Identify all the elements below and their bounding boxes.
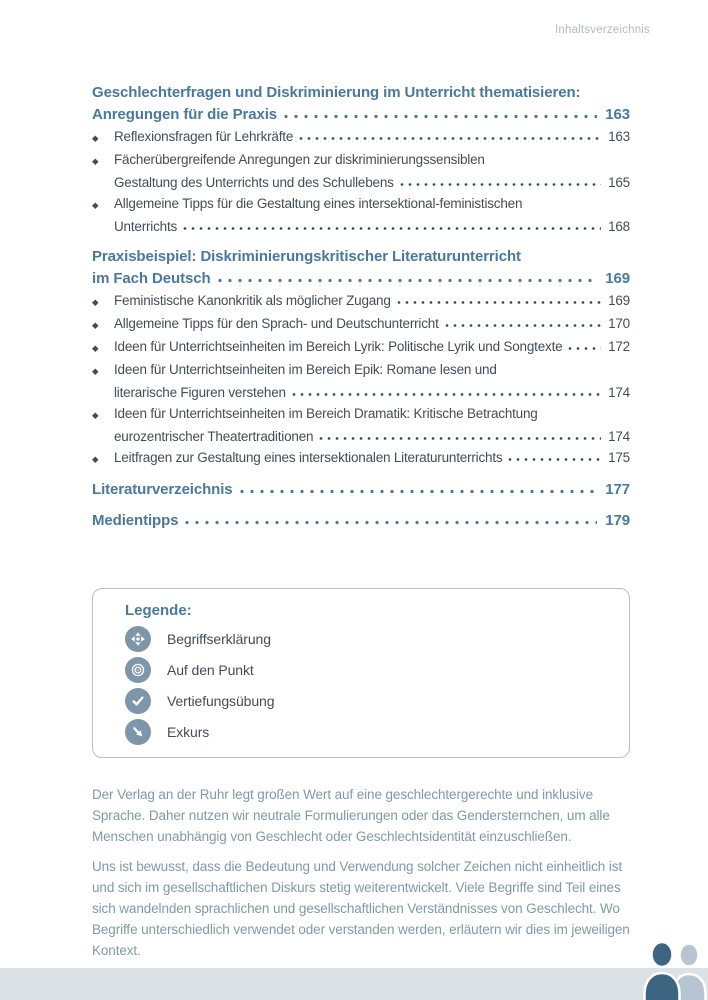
page-number: 179 (605, 512, 630, 529)
toc-entry-text: Allgemeine Tipps für die Gestaltung eines intersektional-feministischen (114, 196, 523, 211)
legend-title: Legende: (125, 602, 192, 619)
footer-band (0, 968, 708, 1000)
page-number: 169 (605, 270, 630, 287)
toc-entry (92, 193, 630, 216)
toc-entry (92, 149, 630, 172)
toc-heading (92, 479, 630, 501)
bullet-diamond-icon: ◆ (92, 200, 99, 210)
bullet-diamond-icon: ◆ (92, 133, 99, 143)
toc-entry-text: eurozentrischer Theatertraditionen (114, 429, 314, 444)
toc-entry (92, 126, 630, 149)
page-number: 177 (605, 481, 630, 498)
legend-box (92, 588, 630, 758)
toc-entry (92, 336, 630, 359)
bullet-diamond-icon: ◆ (92, 156, 99, 166)
dot-leader (506, 457, 601, 462)
dot-leader (215, 278, 597, 283)
toc-heading-text: Literaturverzeichnis (92, 481, 233, 498)
toc-heading (92, 82, 630, 104)
toc-heading (92, 510, 630, 532)
legend-item-label: Begriffserklärung (167, 631, 271, 647)
running-header: Inhaltsverzeichnis (554, 24, 650, 36)
toc-entry-text: Allgemeine Tipps für den Sprach- und Deutschunterricht (114, 316, 439, 331)
legend-item (125, 657, 609, 683)
page-number: 174 (608, 429, 630, 444)
toc-entry (92, 313, 630, 336)
dot-leader (281, 114, 597, 119)
toc-heading-text: Anregungen für die Praxis (92, 106, 278, 123)
legend-item-label: Exkurs (167, 724, 210, 740)
legend-item (125, 719, 609, 745)
page-number: 175 (608, 450, 630, 465)
dot-leader (182, 520, 597, 525)
two-people-silhouette-icon (636, 942, 708, 1000)
toc-entry (92, 290, 630, 313)
toc-heading-text: Geschlechterfragen und Diskriminierung im Unterricht thematisieren: (92, 84, 581, 101)
diagonal-arrow-icon (125, 719, 151, 745)
toc-entry (92, 403, 630, 426)
toc-entry-text: Unterrichts (114, 219, 178, 234)
page-number: 163 (608, 129, 630, 144)
toc-entry-text: Reflexionsfragen für Lehrkräfte (114, 129, 294, 144)
toc-heading-text: Praxisbeispiel: Diskriminierungskritischer Literaturunterricht (92, 248, 521, 265)
toc-entry-continuation (92, 426, 630, 447)
bullet-diamond-icon: ◆ (92, 297, 99, 307)
dot-leader (395, 300, 601, 305)
target-icon (125, 657, 151, 683)
dot-leader (317, 436, 601, 441)
content-area (92, 0, 630, 961)
dot-leader (443, 323, 601, 328)
cluster-arrows-icon (125, 626, 151, 652)
bullet-diamond-icon: ◆ (92, 410, 99, 420)
legend-item-label: Vertiefungsübung (167, 693, 275, 709)
table-of-contents (92, 0, 630, 532)
page-number: 169 (608, 293, 630, 308)
toc-entry-text: Feministische Kanonkritik als möglicher Zugang (114, 293, 391, 308)
page-number: 168 (608, 219, 630, 234)
toc-entry-text: literarische Figuren verstehen (114, 385, 286, 400)
page-number: 174 (608, 385, 630, 400)
dot-leader (297, 136, 601, 141)
dot-leader (398, 182, 601, 187)
bullet-diamond-icon: ◆ (92, 320, 99, 330)
toc-entry-text: Fächerübergreifende Anregungen zur diskriminierungssensiblen (114, 152, 485, 167)
legend-item-label: Auf den Punkt (167, 662, 254, 678)
toc-entry-continuation (92, 172, 630, 193)
bullet-diamond-icon: ◆ (92, 366, 99, 376)
bullet-diamond-icon: ◆ (92, 343, 99, 353)
toc-heading-text: Medientipps (92, 512, 179, 529)
toc-entry-continuation (92, 216, 630, 237)
toc-entry-text: Gestaltung des Unterrichts und des Schullebens (114, 175, 394, 190)
legend-item (125, 626, 609, 652)
dot-leader (290, 392, 601, 397)
dot-leader (566, 346, 601, 351)
toc-entry-text: Leitfragen zur Gestaltung eines intersektionalen Literaturunterrichts (114, 450, 503, 465)
toc-entry-text: Ideen für Unterrichtseinheiten im Bereich Epik: Romane lesen und (114, 362, 497, 377)
page-number: 163 (605, 106, 630, 123)
publisher-note-paragraph: Der Verlag an der Ruhr legt großen Wert auf eine geschlechtergerechte und inklusive Sprache. Daher nutzen wir neutrale Formulierungen oder das Gendersternchen, um alle Menschen unabhängig von Geschlecht oder Geschlechtsidentität einzuschließen. (92, 787, 610, 844)
toc-entry (92, 447, 630, 470)
toc-entry (92, 359, 630, 382)
toc-heading (92, 246, 630, 268)
toc-heading (92, 104, 630, 126)
page-number: 165 (608, 175, 630, 190)
toc-entry-text: Ideen für Unterrichtseinheiten im Bereich Lyrik: Politische Lyrik und Songtexte (114, 339, 563, 354)
toc-entry-text: Ideen für Unterrichtseinheiten im Bereich Dramatik: Kritische Betrachtung (114, 406, 538, 421)
publisher-note-paragraph: Uns ist bewusst, dass die Bedeutung und Verwendung solcher Zeichen nicht einheitlich ist und sich im gesellschaftlichen Diskurs stetig weiterentwickelt. Viele Begriffe sind Teil eines sich wandelnden sprachlichen und gesellschaftlichen Verständnisses von Geschlecht. Wo Begriffe unterschiedlich verwendet oder verstanden werden, erläutern wir dies im jeweiligen Kontext. (92, 859, 630, 958)
legend-item (125, 688, 609, 714)
dot-leader (237, 489, 597, 494)
toc-entry-continuation (92, 382, 630, 403)
toc-heading (92, 268, 630, 290)
page-number: 172 (608, 339, 630, 354)
checkmark-icon (125, 688, 151, 714)
toc-heading-text: im Fach Deutsch (92, 270, 211, 287)
bullet-diamond-icon: ◆ (92, 454, 99, 464)
dot-leader (181, 226, 601, 231)
page-number: 170 (608, 316, 630, 331)
